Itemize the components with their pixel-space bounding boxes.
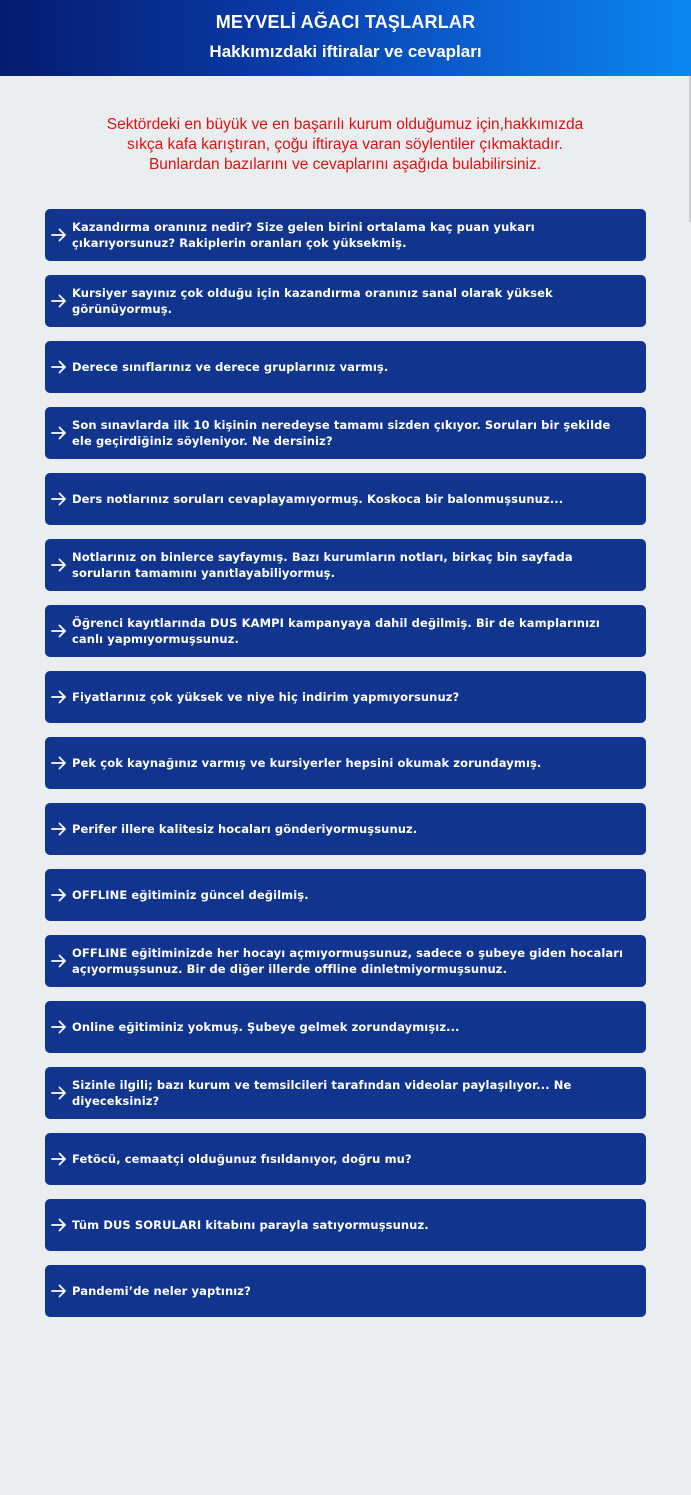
intro-line-2: sıkça kafa karıştıran, çoğu iftiraya varan söylentiler çıkmaktadır. bbox=[127, 136, 563, 153]
arrow-right-icon bbox=[51, 425, 69, 441]
arrow-right-icon bbox=[51, 1085, 69, 1101]
faq-question: Fiyatlarınız çok yüksek ve niye hiç indirim yapmıyorsunuz? bbox=[72, 690, 460, 704]
faq-list bbox=[45, 209, 646, 1331]
arrow-right-icon bbox=[51, 293, 69, 309]
faq-question: Öğrenci kayıtlarında DUS KAMPI kampanyaya dahil değilmiş. Bir de kamplarınızı canlı yapmıyormuşsunuz. bbox=[72, 616, 600, 646]
faq-question: Online eğitiminiz yokmuş. Şubeye gelmek zorundaymışız... bbox=[72, 1020, 460, 1034]
faq-item[interactable] bbox=[45, 275, 646, 327]
faq-item[interactable] bbox=[45, 1067, 646, 1119]
arrow-right-icon bbox=[51, 1217, 69, 1233]
arrow-right-icon bbox=[51, 359, 69, 375]
faq-question: Ders notlarınız soruları cevaplayamıyormuş. Koskoca bir balonmuşsunuz... bbox=[72, 492, 564, 506]
arrow-right-icon bbox=[51, 1151, 69, 1167]
intro-line-1: Sektördeki en büyük ve en başarılı kurum olduğumuz için,hakkımızda bbox=[106, 116, 584, 133]
faq-item[interactable] bbox=[45, 539, 646, 591]
faq-question: Pandemi’de neler yaptınız? bbox=[72, 1284, 251, 1298]
arrow-right-icon bbox=[51, 1283, 69, 1299]
arrow-right-icon bbox=[51, 623, 69, 639]
faq-question: Kazandırma oranınız nedir? Size gelen birini ortalama kaç puan yukarı çıkarıyorsunuz? Rakiplerin oranları çok yüksekmiş. bbox=[72, 220, 535, 250]
faq-item[interactable] bbox=[45, 1133, 646, 1185]
arrow-right-icon bbox=[51, 227, 69, 243]
faq-item[interactable] bbox=[45, 341, 646, 393]
faq-question: Son sınavlarda ilk 10 kişinin neredeyse tamamı sizden çıkıyor. Soruları bir şekilde ele geçirdiğiniz söyleniyor. Ne dersiniz? bbox=[72, 418, 611, 448]
faq-item[interactable] bbox=[45, 407, 646, 459]
page-subtitle: Hakkımızdaki iftiralar ve cevapları bbox=[209, 42, 482, 61]
faq-question: Derece sınıflarınız ve derece gruplarınız varmış. bbox=[72, 360, 389, 374]
faq-item[interactable] bbox=[45, 869, 646, 921]
arrow-right-icon bbox=[51, 821, 69, 837]
faq-item[interactable] bbox=[45, 1001, 646, 1053]
faq-question: Notlarınız on binlerce sayfaymış. Bazı kurumların notları, birkaç bin sayfada soruların tamamını yanıtlayabiliyormuş. bbox=[72, 550, 573, 580]
faq-item[interactable] bbox=[45, 209, 646, 261]
intro-line-3: Bunlardan bazılarını ve cevaplarını aşağıda bulabilirsiniz. bbox=[148, 156, 542, 173]
faq-question: Tüm DUS SORULARI kitabını parayla satıyormuşsunuz. bbox=[72, 1218, 429, 1232]
faq-item[interactable] bbox=[45, 605, 646, 657]
faq-question: OFFLINE eğitiminiz güncel değilmiş. bbox=[72, 888, 309, 902]
faq-item[interactable] bbox=[45, 737, 646, 789]
faq-question: Kursiyer sayınız çok olduğu için kazandırma oranınız sanal olarak yüksek görünüyormuş. bbox=[72, 286, 553, 316]
arrow-right-icon bbox=[51, 557, 69, 573]
intro-text bbox=[60, 115, 630, 175]
arrow-right-icon bbox=[51, 689, 69, 705]
faq-question: Fetöcü, cemaatçi olduğunuz fısıldanıyor, doğru mu? bbox=[72, 1152, 412, 1166]
page-header bbox=[0, 0, 691, 76]
faq-item[interactable] bbox=[45, 803, 646, 855]
faq-item[interactable] bbox=[45, 1265, 646, 1317]
faq-item[interactable] bbox=[45, 1199, 646, 1251]
faq-item[interactable] bbox=[45, 935, 646, 987]
faq-item[interactable] bbox=[45, 671, 646, 723]
faq-question: OFFLINE eğitiminizde her hocayı açmıyormuşsunuz, sadece o şubeye giden hocaları açıyormuşsunuz. Bir de diğer illerde offline dinletmiyormuşsunuz. bbox=[72, 946, 624, 976]
faq-question: Perifer illere kalitesiz hocaları gönderiyormuşsunuz. bbox=[72, 822, 418, 836]
arrow-right-icon bbox=[51, 953, 69, 969]
faq-item[interactable] bbox=[45, 473, 646, 525]
arrow-right-icon bbox=[51, 887, 69, 903]
faq-question: Pek çok kaynağınız varmış ve kursiyerler hepsini okumak zorundaymış. bbox=[72, 756, 542, 770]
arrow-right-icon bbox=[51, 491, 69, 507]
arrow-right-icon bbox=[51, 1019, 69, 1035]
faq-question: Sizinle ilgili; bazı kurum ve temsilcileri tarafından videolar paylaşılıyor... Ne diyeceksiniz? bbox=[72, 1078, 572, 1108]
page-title: MEYVELİ AĞACI TAŞLARLAR bbox=[215, 12, 476, 32]
arrow-right-icon bbox=[51, 755, 69, 771]
